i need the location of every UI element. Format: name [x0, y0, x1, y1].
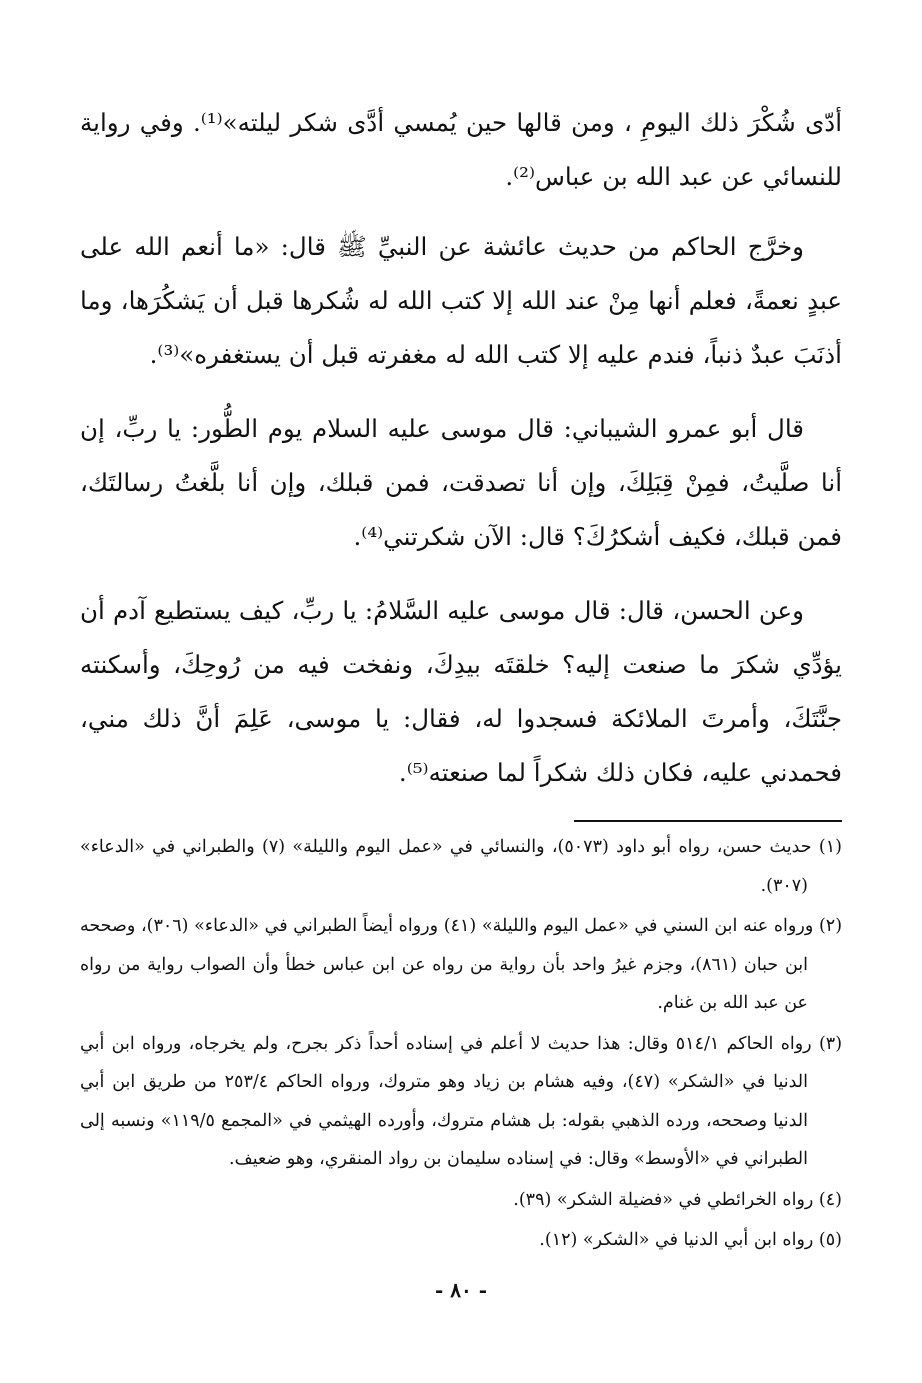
footnote: (٥) رواه ابن أبي الدنيا في «الشكر» (١٢).	[539, 1230, 842, 1250]
body-paragraph: وخرَّج الحاكم من حديث عائشة عن النبيِّ ﷺ قال: «ما أنعم الله على عبدٍ نعمةً، فعلم أنها مِنْ عند الله إلا كتب الله له شُكرها قبل أن يَشكُرَها، وما أذنَبَ عبدٌ ذنباً، فندم عليه إلا كتب الله له مغفرته قبل أن يستغفره»⁽³⁾.	[80, 232, 842, 369]
body-paragraph: وعن الحسن، قال: قال موسى عليه السَّلامُ: يا ربِّ، كيف يستطيع آدم أن يؤدِّي شكرَ ما صنعت إليه؟ خلقتَه بيدِكَ، ونفخت فيه من رُوحِكَ، وأسكنته جنَّتَكَ، وأمرتَ الملائكة فسجدوا له، فقال: يا موسى، عَلِمَ أنَّ ذلك مني، فحمدني عليه، فكان ذلك شكراً لما صنعته⁽⁵⁾.	[80, 596, 842, 787]
footnote: (٤) رواه الخرائطي في «فضيلة الشكر» (٣٩).	[513, 1189, 842, 1210]
footnote: (٣) رواه الحاكم ٥١٤/١ وقال: هذا حديث لا أعلم في إسناده أحداً ذكر بجرح، ولم يخرجاه، ورواه ابن أبي الدنيا في «الشكر» (٤٧)، وفيه هشام بن زياد وهو متروك، ورواه الحاكم ٢٥٣/٤ من طريق ابن أبي الدنيا وصححه، ورده الذهبي بقوله: بل هشام متروك، وأورده الهيثمي في «المجمع ١١٩/٥» ونسبه إلى الطبراني في «الأوسط» وقال: في إسناده سليمان بن رواد المنقري، وهو ضعيف.	[80, 1033, 843, 1169]
body-paragraph: قال أبو عمرو الشيباني: قال موسى عليه السلام يوم الطُّور: يا ربِّ، إن أنا صلَّيتُ، فمِنْ قِبَلِكَ، وإن أنا تصدقت، فمن قبلك، وإن أنا بلَّغتُ رسالتَك، فمن قبلك، فكيف أشكرُكَ؟ قال: الآن شكرتني⁽⁴⁾.	[80, 414, 842, 551]
footnote-separator	[574, 820, 842, 822]
footnote: (٢) ورواه عنه ابن السني في «عمل اليوم والليلة» (٤١) ورواه أيضاً الطبراني في «الدعاء» (٣٠٦)، وصححه ابن حبان (٨٦١)، وجزم غيرُ واحد بأن رواية من رواه عن ابن عباس خطأ وأن الصواب رواية من رواه عن عبد الله بن غنام.	[80, 916, 843, 1013]
footnote: (١) حديث حسن، رواه أبو داود (٥٠٧٣)، والنسائي في «عمل اليوم والليلة» (٧) والطبراني في «الدعاء» (٣٠٧).	[80, 837, 842, 896]
book-page	[80, 96, 842, 1383]
footnotes	[80, 828, 842, 1260]
page-number: - ٨٠ -	[434, 1278, 487, 1302]
body-paragraph: أدّى شُكْرَ ذلك اليومِ ، ومن قالها حين يُمسي أدَّى شكر ليلته»⁽¹⁾. وفي رواية للنسائي عن عبد الله بن عباس⁽²⁾.	[80, 108, 842, 191]
